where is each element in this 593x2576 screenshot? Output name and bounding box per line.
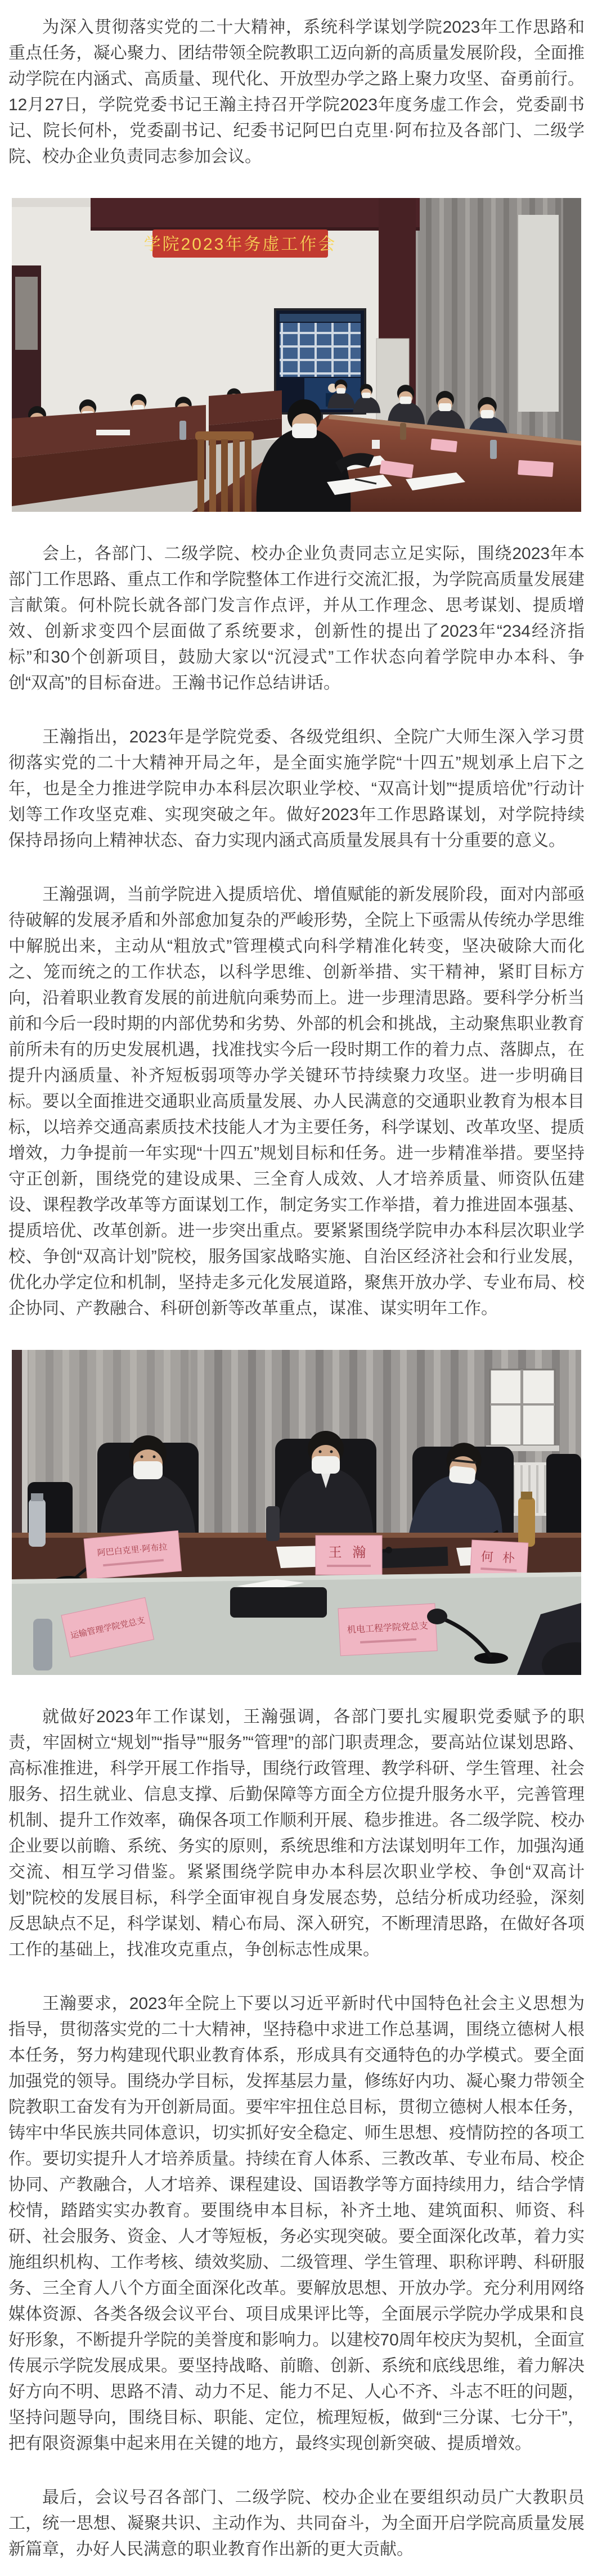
article-paragraph-7: 最后，会议号召各部门、二级学院、校办企业在要组织动员广大教职员工，统一思想、凝聚共识、主动作为、共同奋斗，为全面开启学院高质量发展新篇章，办好人民满意的职业教育作出新的更大贡献。 (8, 2488, 585, 2559)
wooden-chair (195, 431, 254, 512)
article-paragraph-5: 就做好2023年工作谋划，王瀚强调，各部门要扎实履职党委赋予的职责，牢固树立“规划”“指导”“服务”“管理”的部门职责理念，要高站位谋划思路、高标准推进，科学开展工作指导，围绕行政管理、教学科研、学生管理、社会服务、招生就业、信息支撑、后勤保障等方面全方位提升服务水平，完善管理机制、提升工作效率，确保各项工作顺利开展、稳步推进。各二级学院、校办企业要以前瞻、系统、务实的原则，系统思维和方法谋划明年工作，加强沟通交流、相互学习借鉴。紧紧围绕学院申办本科层次职业学校、争创“双高计划”院校的发展目标，科学全面审视自身发展态势，总结分析成功经验，深刻反思缺点不足，科学谋划、精心布局、深入研究，不断理清思路，在做好各项工作的基础上，找准攻克重点，争创标志性成果。 (8, 1708, 585, 1959)
cup (372, 440, 380, 449)
banner-text: 学院2023年务虚工作会 (143, 235, 337, 254)
name-tent-right-text: 何 朴 (480, 1549, 518, 1566)
window-light (518, 215, 559, 412)
meeting-photo-2-illustration (12, 1350, 581, 1675)
article-paragraph-3: 王瀚指出，2023年是学院党委、各级党组织、全院广大师生深入学习贯彻落实党的二十大精神开局之年，是全面实施学院“十四五”规划承上启下之年，也是全力推进学院申办本科层次职业学校、“双高计划”“提质培优”行动计划等工作攻坚克难、实现突破之年。做好2023年工作思路谋划，对学院持续保持昂扬向上精神状态、奋力实现内涵式高质量发展具有十分重要的意义。 (8, 728, 585, 850)
meeting-photo-2 (12, 1350, 581, 1675)
thermos (518, 1497, 535, 1547)
meeting-photo-1 (12, 198, 581, 512)
name-tent-left (84, 1530, 182, 1579)
article-paragraph-6: 王瀚要求，2023年全院上下要以习近平新时代中国特色社会主义思想为指导，贯彻落实党的二十大精神，坚持稳中求进工作总基调，围绕立德树人根本任务，努力构建现代职业教育体系，形成具有交通特色的办学模式。要全面加强党的领导。围绕办学目标，发挥基层力量，修练好内功、凝心聚力带领全院教职工奋发有为开创新局面。要牢牢扭住总目标，贯彻立德树人根本任务，铸牢中华民族共同体意识，切实抓好安全稳定、师生思想、疫情防控的各项工作。要切实提升人才培养质量。持续在育人体系、三教改革、专业布局、校企协同、产教融合，人才培养、课程建设、国语教学等方面持续用力，结合学情校情，踏踏实实办教育。要围绕申本目标，补齐土地、建筑面积、师资、科研、社会服务、资金、人才等短板，务必实现突破。要全面深化改革，着力实施组织机构、工作考核、绩效奖励、二级管理、学生管理、职称评聘、科研服务、三全育人八个方面全面深化改革。要解放思想、开放办学。充分利用网络媒体资源、各类各级会议平台、项目成果评比等，全面展示学院办学成果和良好形象，不断提升学院的美誉度和影响力。以建校70周年校庆为契机，全面宣传展示学院发展成果。要坚持战略、前瞻、创新、系统和底线思维，着力解决好方向不明、思路不清、动力不足、能力不足、人心不齐、斗志不旺的问题，坚持问题导向，围绕目标、职能、定位，梳理短板，做到“三分谋、七分干”，把有限资源集中起来用在关键的地方，最终实现创新突破、提质增效。 (8, 1994, 585, 2453)
article-paragraph-1: 为深入贯彻落实党的二十大精神，系统科学谋划学院2023年工作思路和重点任务，凝心聚力、团结带领全院教职工迈向新的高质量发展阶段，全面推动学院在内涵式、高质量、现代化、开放型办学之路上聚力攻坚、奋勇前行。12月27日，学院党委书记王瀚主持召开学院2023年度务虚工作会，党委副书记、院长何朴，党委副书记、纪委书记阿巴白克里·阿布拉及各部门、二级学院、校办企业负责同志参加会议。 (8, 18, 585, 166)
desk-card-left-text: 运输管理学院党总支 (69, 1615, 146, 1641)
desk-card-center-text: 机电工程学院党总支 (347, 1621, 429, 1636)
desk-card-center (338, 1604, 437, 1656)
thermos (490, 440, 497, 459)
name-tent-left-text: 阿巴白克里·阿布拉 (97, 1542, 168, 1558)
article-paragraph-2: 会上，各部门、二级学院、校办企业负责同志立足实际，围绕2023年本部门工作思路、重点工作和学院整体工作进行交流汇报，为学院高质量发展建言献策。何朴院长就各部门发言作点评，并从工作理念、思考谋划、提质增效、创新求变四个层面做了系统要求，创新性的提出了2023年“234经济指标”和30个创新项目，鼓励大家以“沉浸式”工作状态向着学院申办本科、争创“双高”的目标奋进。王瀚书记作总结讲话。 (8, 544, 585, 692)
banner-sign (144, 229, 337, 258)
thermos (266, 1506, 280, 1541)
article-paragraph-4: 王瀚强调，当前学院进入提质培优、增值赋能的新发展阶段，面对内部亟待破解的发展矛盾和外部愈加复杂的严峻形势，全院上下亟需从传统办学思维中解脱出来，主动从“粗放式”管理模式向科学精准化转变，坚决破除大而化之、笼而统之的工作状态，以科学思维、创新举措、实干精神，紧盯目标方向，沿着职业教育发展的前进航向乘势而上。进一步理清思路。要科学分析当前和今后一段时期的内部优势和劣势、外部的机会和挑战，主动聚焦职业教育前所未有的历史发展机遇，找准找实今后一段时期工作的着力点、落脚点，在提升内涵质量、补齐短板弱项等办学关键环节持续聚力攻坚。进一步明确目标。要以全面推进交通职业高质量发展、办人民满意的交通职业教育为根本目标，以培养交通高素质技术技能人才为主要任务，科学谋划、改革攻坚、提质增效，力争提前一年实现“十四五”规划目标和任务。进一步精准举措。要坚持守正创新，围绕党的建设成果、三全育人成效、人才培养质量、师资队伍建设、课程教学改革等方面谋划工作，制定务实工作举措，着力推进固本强基、提质培优、改革创新。进一步突出重点。要紧紧围绕学院申办本科层次职业学校、争创“双高计划”院校，服务国家战略实施、自治区经济社会和行业发展，优化办学定位和机制，坚持走多元化发展道路，聚焦开放办学、专业布局、校企协同、产教融合、科研创新等改革重点，谋准、谋实明年工作。 (8, 885, 585, 1318)
thermos (29, 1499, 46, 1547)
thermos (400, 423, 406, 440)
name-tent-center-text: 王 瀚 (328, 1545, 370, 1560)
meeting-photo-1-illustration (12, 198, 581, 512)
thermos-foreground (33, 1619, 52, 1670)
window (486, 1370, 559, 1451)
wood-beam (91, 198, 420, 227)
name-tent-center (316, 1535, 382, 1575)
